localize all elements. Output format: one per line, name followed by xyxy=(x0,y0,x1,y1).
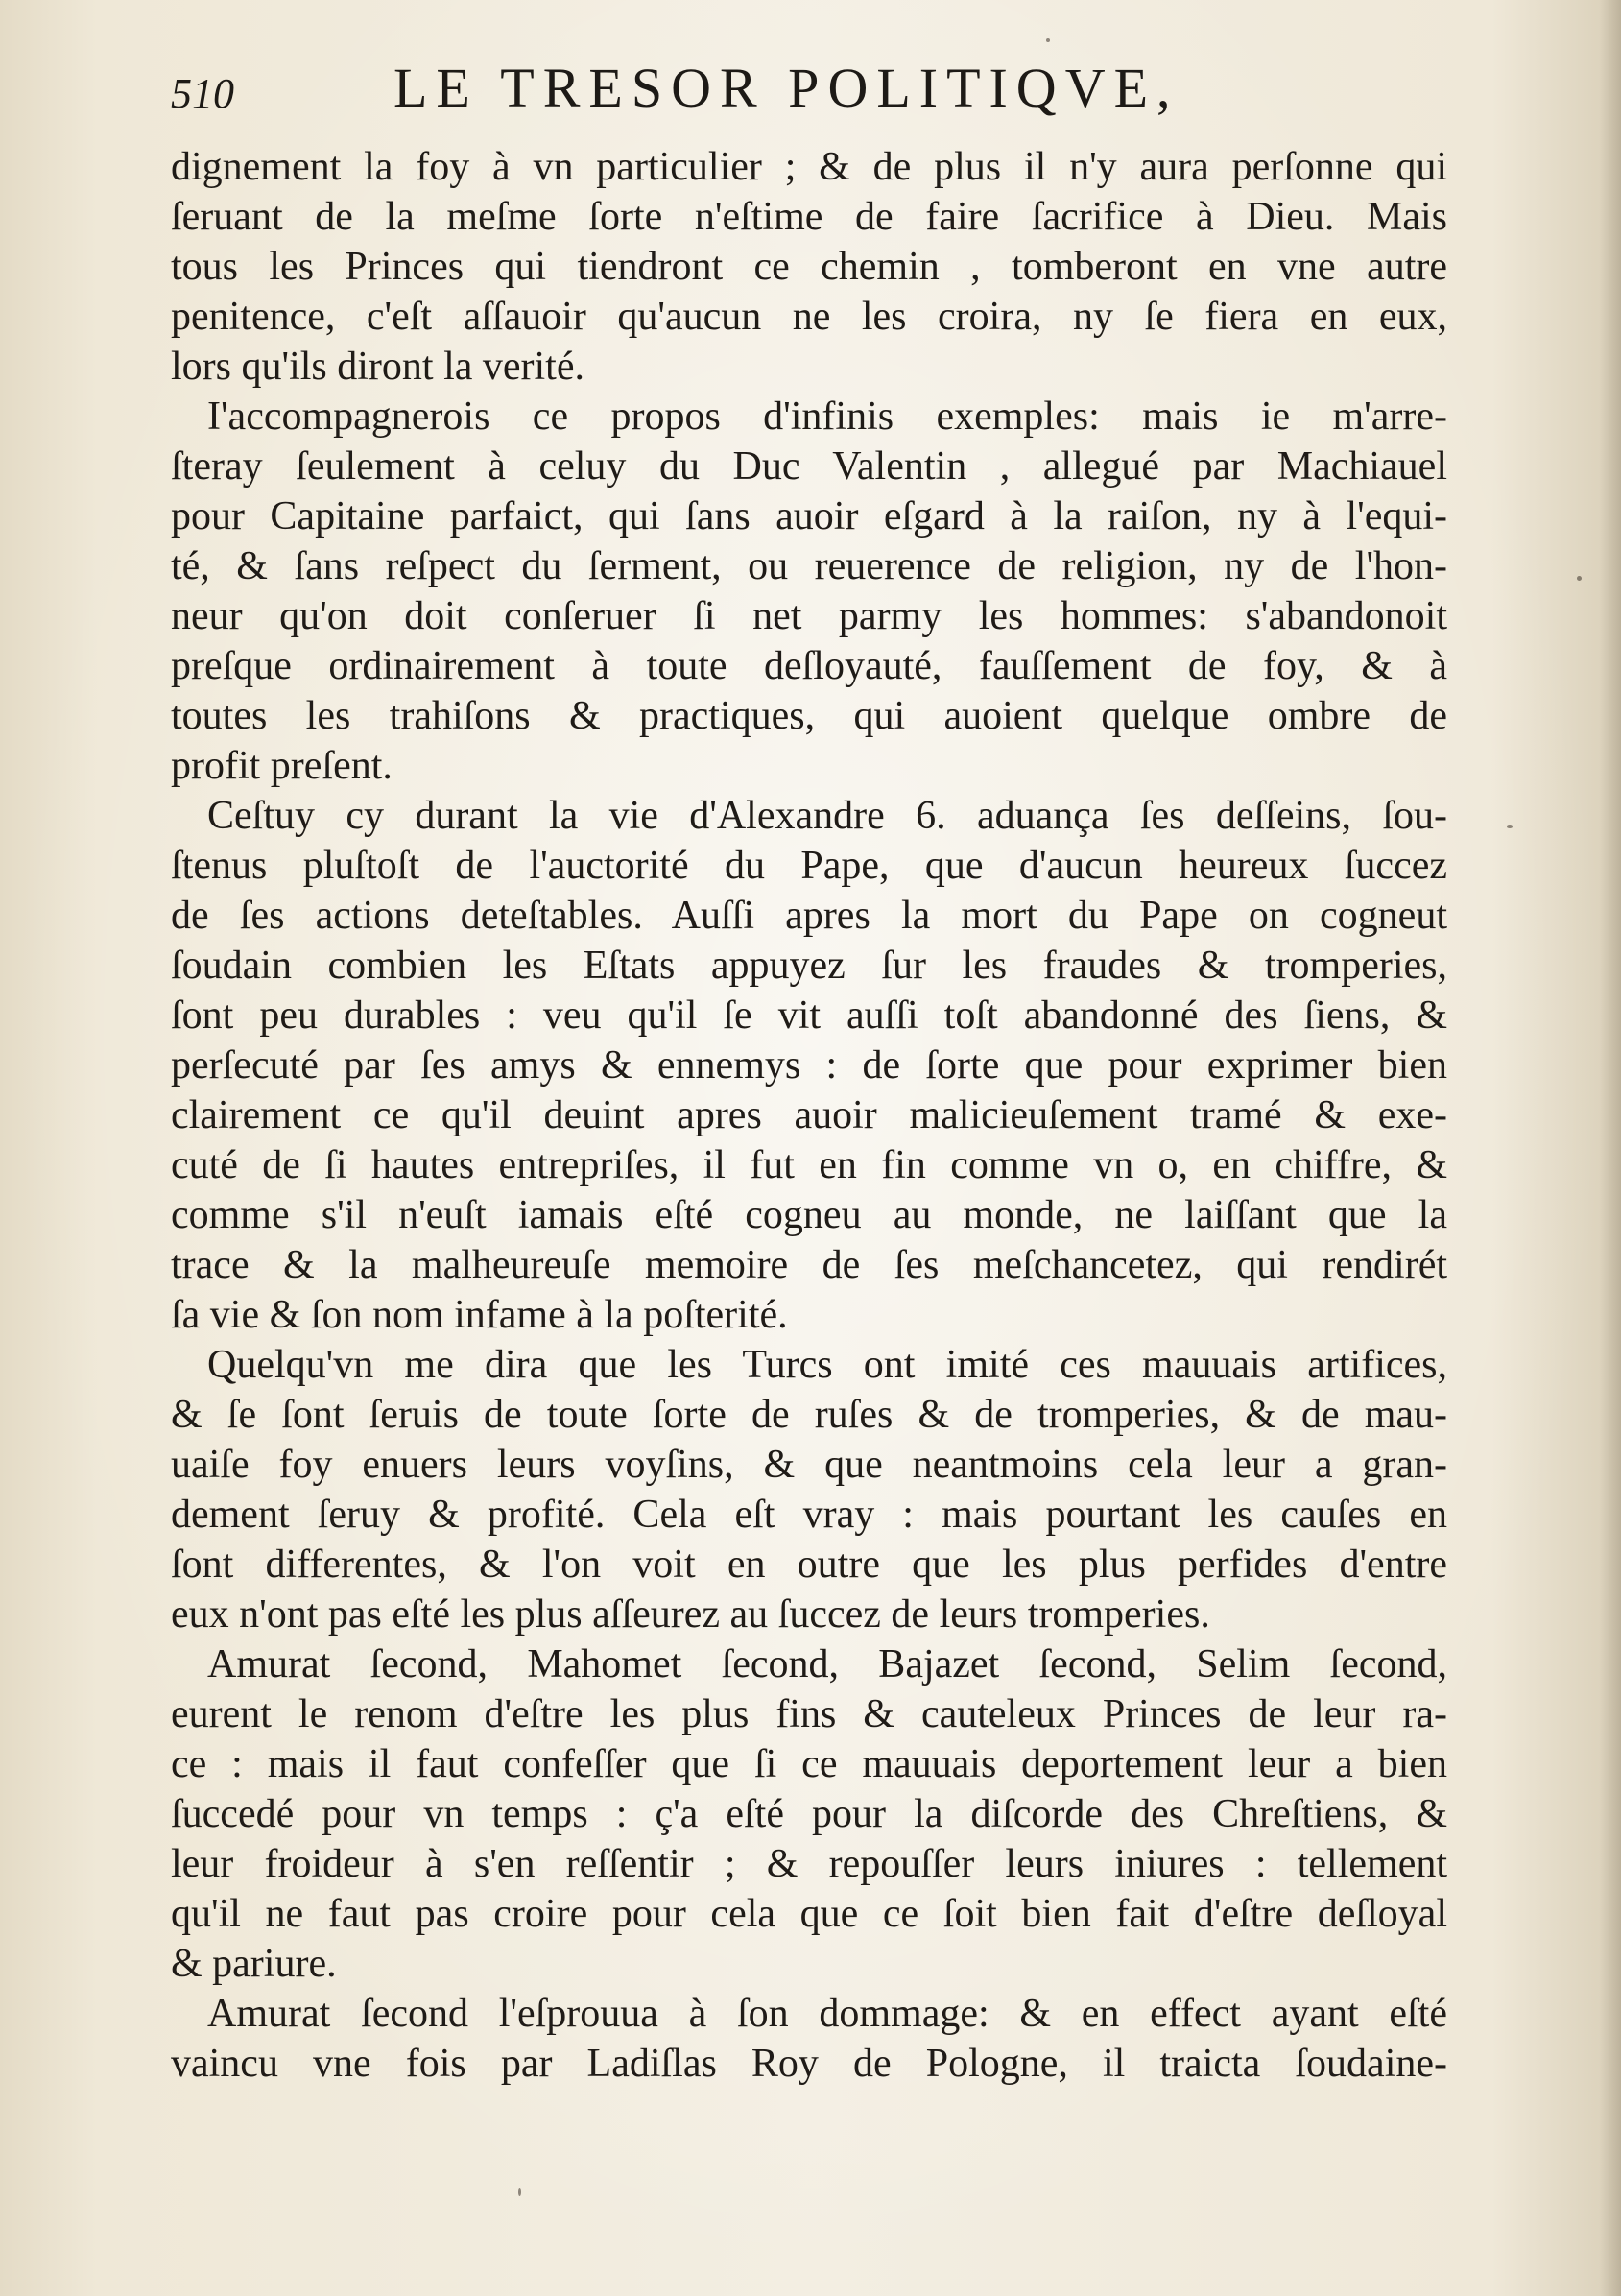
text-line: preſque ordinairement à toute deſloyauté, fauſſement de foy, & à xyxy=(171,644,1447,688)
ink-speck xyxy=(518,2188,521,2196)
running-head xyxy=(171,56,1447,142)
text-line: cuté de ſi hautes entrepriſes, il fut en fin comme vn o, en chiffre, & xyxy=(171,1143,1447,1187)
body-text xyxy=(171,142,1447,2089)
text-line: ſteray ſeulement à celuy du Duc Valentin , allegué par Machiauel xyxy=(171,444,1447,489)
text-line: trace & la malheureuſe memoire de ſes meſchancetez, qui rendirét xyxy=(171,1243,1447,1287)
text-line: uaiſe foy enuers leurs voyſins, & que neantmoins cela leur a gran- xyxy=(171,1443,1447,1487)
text-line: vaincu vne fois par Ladiſlas Roy de Pologne, il traicta ſoudaine- xyxy=(171,2042,1447,2086)
text-line: ſont peu durables : veu qu'il ſe vit auſſi toſt abandonné des ſiens, & xyxy=(171,993,1447,1038)
text-line: Amurat ſecond l'eſprouua à ſon dommage: & en effect ayant eſté xyxy=(207,1992,1447,2036)
text-line: neur qu'on doit conſeruer ſi net parmy les hommes: s'abandonoit xyxy=(171,594,1447,638)
text-line: comme s'il n'euſt iamais eſté cogneu au monde, ne laiſſant que la xyxy=(171,1193,1447,1237)
text-line: perſecuté par ſes amys & ennemys : de ſorte que pour exprimer bien xyxy=(171,1043,1447,1088)
text-line: de ſes actions deteſtables. Auſſi apres la mort du Pape on cogneut xyxy=(171,894,1447,938)
text-line: Ceſtuy cy durant la vie d'Alexandre 6. aduança ſes deſſeins, ſou- xyxy=(207,794,1447,838)
text-line: Quelqu'vn me dira que les Turcs ont imité ces mauuais artifices, xyxy=(207,1343,1447,1387)
text-line: I'accompagnerois ce propos d'infinis exemples: mais ie m'arre- xyxy=(207,395,1447,439)
text-line: ſtenus pluſtoſt de l'auctorité du Pape, que d'aucun heureux ſuccez xyxy=(171,844,1447,888)
text-line: tous les Princes qui tiendront ce chemin , tomberont en vne autre xyxy=(171,245,1447,289)
text-line: eurent le renom d'eſtre les plus fins & cauteleux Princes de leur ra- xyxy=(171,1692,1447,1736)
text-line: & pariure. xyxy=(171,1942,337,1986)
text-line: & ſe ſont ſeruis de toute ſorte de ruſes & de tromperies, & de mau- xyxy=(171,1393,1447,1437)
text-line: ſont differentes, & l'on voit en outre que les plus perfides d'entre xyxy=(171,1543,1447,1587)
text-line: dignement la foy à vn particulier ; & de plus il n'y aura perſonne qui xyxy=(171,145,1447,189)
text-line: leur froideur à s'en reſſentir ; & repouſſer leurs iniures : tellement xyxy=(171,1842,1447,1886)
text-line: ce : mais il faut confeſſer que ſi ce mauuais deportement leur a bien xyxy=(171,1742,1447,1786)
text-line: lors qu'ils diront la verité. xyxy=(171,345,584,389)
text-line: pour Capitaine parfaict, qui ſans auoir eſgard à la raiſon, ny à l'equi- xyxy=(171,494,1447,538)
text-line: toutes les trahiſons & practiques, qui auoient quelque ombre de xyxy=(171,694,1447,738)
ink-speck xyxy=(1507,825,1513,828)
ink-speck xyxy=(1577,576,1582,581)
text-line: penitence, c'eſt aſſauoir qu'aucun ne les croira, ny ſe fiera en eux, xyxy=(171,295,1447,339)
text-line: eux n'ont pas eſté les plus aſſeurez au ſuccez de leurs tromperies. xyxy=(171,1592,1210,1637)
text-line: ſoudain combien les Eſtats appuyez ſur les fraudes & tromperies, xyxy=(171,944,1447,988)
text-line: Amurat ſecond, Mahomet ſecond, Bajazet ſecond, Selim ſecond, xyxy=(207,1642,1447,1686)
text-line: profit preſent. xyxy=(171,744,393,788)
text-line: dement ſeruy & profité. Cela eſt vray : mais pourtant les cauſes en xyxy=(171,1493,1447,1537)
text-line: clairement ce qu'il deuint apres auoir malicieuſement tramé & exe- xyxy=(171,1093,1447,1137)
ink-speck xyxy=(1046,38,1050,42)
text-line: té, & ſans reſpect du ſerment, ou reuerence de religion, ny de l'hon- xyxy=(171,544,1447,588)
running-title: LE TRESOR POLITIQVE, xyxy=(393,57,1180,119)
text-line: qu'il ne faut pas croire pour cela que ce ſoit bien fait d'eſtre deſloyal xyxy=(171,1892,1447,1936)
text-line: ſa vie & ſon nom infame à la poſterité. xyxy=(171,1293,788,1337)
text-line: ſeruant de la meſme ſorte n'eſtime de faire ſacrifice à Dieu. Mais xyxy=(171,195,1447,239)
page-number: 510 xyxy=(171,70,234,117)
text-line: ſuccedé pour vn temps : ç'a eſté pour la diſcorde des Chreſtiens, & xyxy=(171,1792,1447,1836)
